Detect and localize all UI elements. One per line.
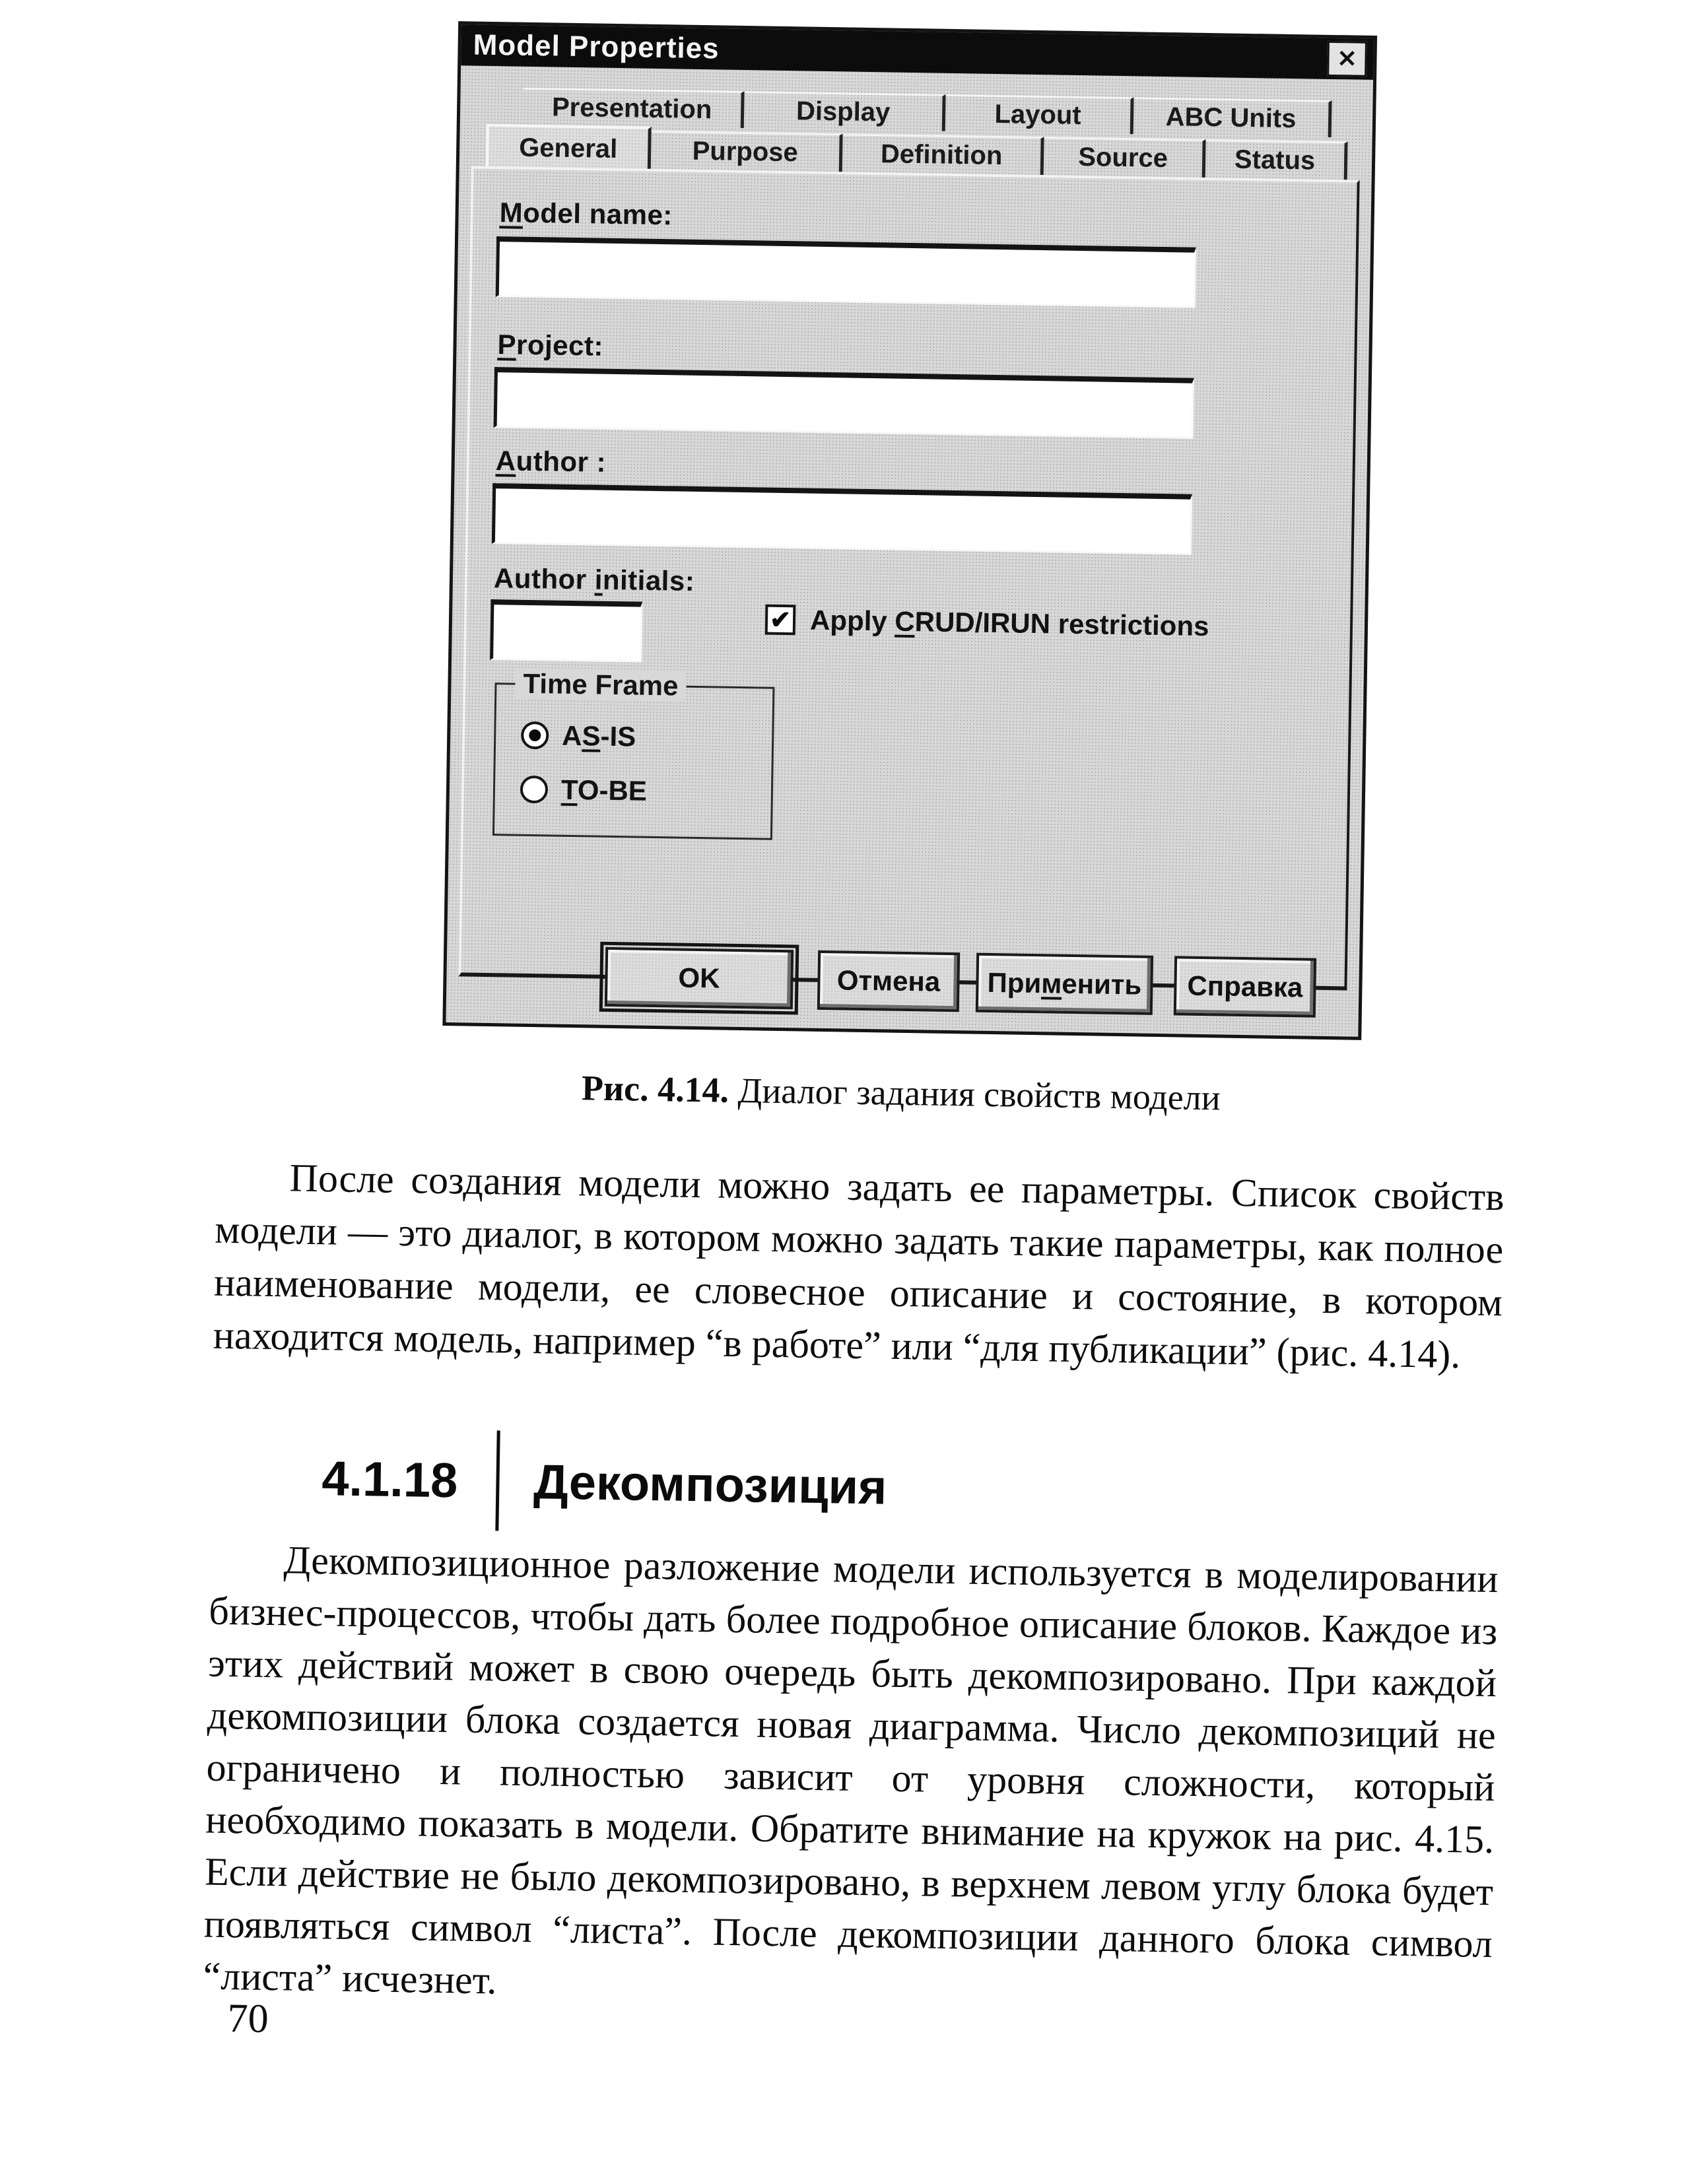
paragraph-2: Декомпозиционное разложение модели используется в моделировании бизнес-процессов, чтобы дать более подробное описание блоков. Каждое из этих действий может в свою очередь быть декомпозировано. При каждой декомпозиции блока создается новая диаграмма. Число декомпозиций не ограничено и полностью зависит от уровня сложности, который необходимо показать в модели. Обратите внимание на кружок на рис. 4.15. Если действие не было декомпозировано, в верхнем левом углу блока будет появляться символ “листа”. После декомпозиции данного блока символ “листа” исчезнет. xyxy=(203,1538,1499,2002)
heading-divider xyxy=(495,1430,500,1531)
apply-crud-label: Apply CRUD/IRUN restrictions xyxy=(809,604,1209,642)
section-title: Декомпозиция xyxy=(533,1453,888,1515)
author-initials-input[interactable] xyxy=(490,599,642,663)
author-label: Author : xyxy=(495,445,607,478)
section-number: 4.1.18 xyxy=(321,1450,458,1507)
paragraph-1: После создания модели можно задать ее параметры. Список свойств модели — это диалог, в котором можно задать такие параметры, как полное наименование модели, ее словесное описание и состояние, в котором находится модель, например “в работе” или “для публикации” (рис. 4.14). xyxy=(213,1156,1504,1377)
tab-page-general xyxy=(459,166,1360,990)
tab-source[interactable]: Source xyxy=(1044,137,1206,178)
radio-dot-icon xyxy=(529,729,541,741)
as-is-option[interactable] xyxy=(521,719,636,753)
apply-button[interactable]: Применить xyxy=(976,953,1153,1015)
as-is-label: AS-IS xyxy=(561,719,636,752)
time-frame-group xyxy=(492,667,775,840)
ok-button[interactable]: OK xyxy=(605,947,794,1009)
as-is-radio[interactable] xyxy=(521,721,549,750)
to-be-radio[interactable] xyxy=(520,776,549,804)
author-initials-label: Author initials: xyxy=(493,562,695,597)
to-be-option[interactable] xyxy=(520,774,648,807)
project-input[interactable] xyxy=(494,367,1194,439)
to-be-label: TO-BE xyxy=(560,774,648,807)
apply-crud-restrictions-row xyxy=(765,604,1209,643)
model-name-label: Model name: xyxy=(499,197,673,231)
figure-caption-number: Рис. 4.14. xyxy=(581,1068,729,1110)
tab-abc-units[interactable]: ABC Units xyxy=(1133,97,1332,137)
model-name-input[interactable] xyxy=(496,236,1196,308)
page-number: 70 xyxy=(227,1996,269,2042)
apply-crud-checkbox[interactable] xyxy=(765,605,796,636)
project-label: Project: xyxy=(497,329,604,362)
section-heading xyxy=(321,1428,887,1537)
tab-layout[interactable]: Layout xyxy=(945,94,1134,134)
tab-definition[interactable]: Definition xyxy=(842,133,1044,175)
figure-caption-text: Диалог задания свойств модели xyxy=(728,1070,1221,1118)
close-icon[interactable]: ✕ xyxy=(1327,41,1367,77)
author-input[interactable] xyxy=(492,483,1192,555)
dialog-title: Model Properties xyxy=(473,28,720,65)
checkmark-icon: ✔ xyxy=(769,606,792,634)
tab-presentation[interactable]: Presentation xyxy=(523,88,745,128)
model-properties-dialog xyxy=(442,21,1377,1040)
tab-purpose[interactable]: Purpose xyxy=(651,131,843,172)
dialog-titlebar xyxy=(461,24,1374,80)
cancel-button[interactable]: Отмена xyxy=(817,950,960,1012)
figure-caption xyxy=(441,1065,1361,1121)
help-button[interactable]: Справка xyxy=(1174,956,1316,1017)
time-frame-label: Time Frame xyxy=(515,668,687,702)
tab-display[interactable]: Display xyxy=(744,91,946,131)
tab-general[interactable]: General xyxy=(486,124,652,170)
tab-status[interactable]: Status xyxy=(1205,139,1348,180)
